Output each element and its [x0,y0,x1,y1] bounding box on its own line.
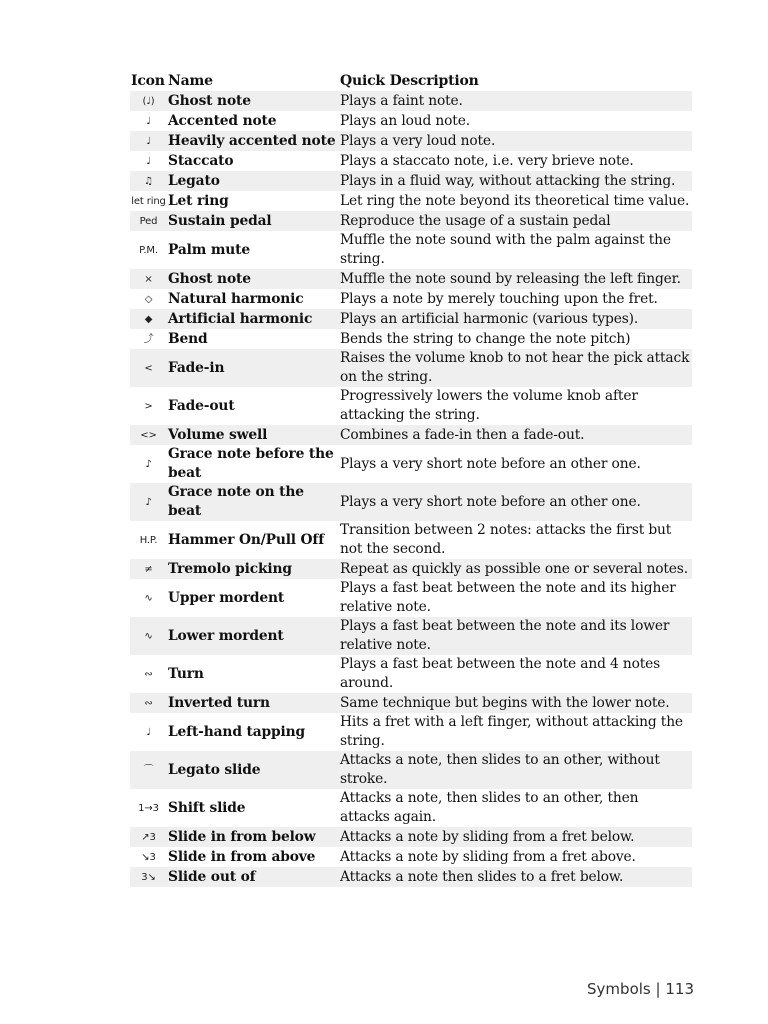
symbol-name: Lower mordent [167,617,339,655]
table-row [130,827,692,847]
table-row [130,521,692,559]
fade-in-icon: < [144,363,153,374]
icon-cell [130,171,167,191]
symbol-description: Hits a fret with a left finger, without attacking the string. [339,713,692,751]
table-row [130,425,692,445]
table-row [130,693,692,713]
icon-cell [130,847,167,867]
palm-mute-icon: P.M. [139,245,158,256]
icon-cell [130,329,167,349]
symbol-description: Attacks a note, then slides to an other, without stroke. [339,751,692,789]
symbol-description: Plays a fast beat between the note and 4 notes around. [339,655,692,693]
footer-section: Symbols [587,980,651,998]
table-row [130,211,692,231]
symbol-description: Attacks a note, then slides to an other, then attacks again. [339,789,692,827]
symbol-name: Fade-in [167,349,339,387]
tremolo-picking-icon: ≠ [144,564,153,575]
symbol-description: Plays a very short note before an other one. [339,483,692,521]
table-row [130,191,692,211]
icon-cell [130,191,167,211]
symbol-description: Transition between 2 notes: attacks the first but not the second. [339,521,692,559]
icon-cell [130,483,167,521]
left-hand-tapping-icon: ♩ [146,727,151,738]
let-ring-icon: let ring [131,196,166,207]
ghost-note-icon: (♩) [142,96,155,107]
icon-cell [130,387,167,425]
icon-cell [130,111,167,131]
symbol-name: Slide in from above [167,847,339,867]
symbol-name: Let ring [167,191,339,211]
symbol-description: Plays a very loud note. [339,131,692,151]
icon-cell [130,231,167,269]
header-description: Quick Description [340,72,479,89]
symbol-description: Attacks a note then slides to a fret below. [339,867,692,887]
symbol-name: Grace note on the beat [167,483,339,521]
icon-cell [130,131,167,151]
symbols-table [130,70,692,887]
turn-icon: ∾ [144,669,153,680]
symbol-description: Let ring the note beyond its theoretical time value. [339,191,692,211]
header-name: Name [168,72,213,89]
icon-cell [130,559,167,579]
table-row [130,387,692,425]
icon-cell [130,211,167,231]
icon-cell [130,713,167,751]
symbol-description: Plays an artificial harmonic (various types). [339,309,692,329]
icon-cell [130,269,167,289]
table-row [130,231,692,269]
inverted-turn-icon: ∾ [144,698,153,709]
symbol-name: Heavily accented note [167,131,339,151]
icon-cell [130,617,167,655]
symbol-name: Natural harmonic [167,289,339,309]
symbol-description: Combines a fade-in then a fade-out. [339,425,692,445]
symbol-name: Slide out of [167,867,339,887]
symbol-name: Fade-out [167,387,339,425]
icon-cell [130,751,167,789]
table-row [130,579,692,617]
table-body [130,91,692,887]
symbol-description: Bends the string to change the note pitch) [339,329,692,349]
symbol-description: Progressively lowers the volume knob after attacking the string. [339,387,692,425]
symbol-name: Shift slide [167,789,339,827]
fade-out-icon: > [144,401,153,412]
table-row [130,349,692,387]
sustain-pedal-icon: Ped [139,216,158,227]
table-row [130,789,692,827]
icon-cell [130,289,167,309]
table-row [130,617,692,655]
symbol-name: Staccato [167,151,339,171]
footer-separator: | [655,980,661,998]
shift-slide-icon: 1→3 [138,803,159,814]
symbol-name: Grace note before the beat [167,445,339,483]
table-row [130,329,692,349]
symbol-name: Legato slide [167,751,339,789]
table-row [130,867,692,887]
icon-cell [130,151,167,171]
icon-cell [130,655,167,693]
table-row [130,483,692,521]
symbol-name: Legato [167,171,339,191]
symbol-name: Artificial harmonic [167,309,339,329]
legato-slide-icon: ⌒ [143,765,154,776]
upper-mordent-icon: ∿ [144,593,153,604]
table-row [130,151,692,171]
symbol-description: Raises the volume knob to not hear the pick attack on the string. [339,349,692,387]
staccato-icon: ♩ [146,156,151,167]
table-row [130,713,692,751]
symbol-description: Reproduce the usage of a sustain pedal [339,211,692,231]
icon-cell [130,789,167,827]
symbol-description: Muffle the note sound with the palm against the string. [339,231,692,269]
symbol-description: Plays a faint note. [339,91,692,111]
slide-in-from-below-icon: ↗3 [141,832,156,843]
heavily-accented-note-icon: ♩ [146,136,151,147]
slide-out-of-icon: 3↘ [141,872,156,883]
page-number: 113 [665,980,694,998]
symbol-description: Plays a fast beat between the note and its lower relative note. [339,617,692,655]
symbol-description: Repeat as quickly as possible one or several notes. [339,559,692,579]
symbol-name: Slide in from below [167,827,339,847]
accented-note-icon: ♩ [146,116,151,127]
table-row [130,289,692,309]
natural-harmonic-icon: ◇ [144,294,153,305]
symbol-name: Ghost note [167,269,339,289]
symbol-name: Inverted turn [167,693,339,713]
symbol-name: Sustain pedal [167,211,339,231]
icon-cell [130,445,167,483]
symbol-name: Turn [167,655,339,693]
table-row [130,111,692,131]
icon-cell [130,693,167,713]
table-row [130,309,692,329]
table-row [130,847,692,867]
hammer-on-pull-off-icon: H.P. [139,535,158,546]
table-row [130,131,692,151]
grace-note-on-beat-icon: ♪ [145,497,152,508]
icon-cell [130,867,167,887]
symbol-name: Volume swell [167,425,339,445]
table-row [130,91,692,111]
icon-cell [130,349,167,387]
artificial-harmonic-icon: ◆ [144,314,153,325]
symbol-name: Hammer On/Pull Off [167,521,339,559]
grace-note-before-beat-icon: ♪ [145,459,152,470]
table-row [130,751,692,789]
symbol-description: Plays an loud note. [339,111,692,131]
icon-cell [130,521,167,559]
symbol-description: Plays a fast beat between the note and its higher relative note. [339,579,692,617]
bend-icon: ⤴ [143,334,154,345]
symbol-name: Palm mute [167,231,339,269]
symbol-description: Plays a note by merely touching upon the fret. [339,289,692,309]
table-header-row [130,70,692,91]
legato-icon: ♫ [144,176,153,187]
table-row [130,269,692,289]
table-row [130,445,692,483]
symbol-name: Upper mordent [167,579,339,617]
icon-cell [130,425,167,445]
header-icon: Icon [131,72,165,89]
symbol-name: Accented note [167,111,339,131]
symbol-description: Muffle the note sound by releasing the left finger. [339,269,692,289]
symbol-description: Attacks a note by sliding from a fret above. [339,847,692,867]
symbol-name: Bend [167,329,339,349]
icon-cell [130,579,167,617]
table-row [130,171,692,191]
icon-cell [130,91,167,111]
symbol-description: Attacks a note by sliding from a fret below. [339,827,692,847]
symbol-description: Plays a staccato note, i.e. very brieve note. [339,151,692,171]
symbol-description: Plays a very short note before an other one. [339,445,692,483]
volume-swell-icon: <> [140,430,157,441]
dead-note-icon: × [144,274,153,285]
symbol-description: Same technique but begins with the lower note. [339,693,692,713]
icon-cell [130,827,167,847]
symbol-name: Left-hand tapping [167,713,339,751]
table-row [130,655,692,693]
symbol-name: Ghost note [167,91,339,111]
lower-mordent-icon: ∿ [144,631,153,642]
symbol-name: Tremolo picking [167,559,339,579]
page-footer [587,980,694,998]
icon-cell [130,309,167,329]
slide-in-from-above-icon: ↘3 [141,852,156,863]
symbol-description: Plays in a fluid way, without attacking the string. [339,171,692,191]
table-row [130,559,692,579]
